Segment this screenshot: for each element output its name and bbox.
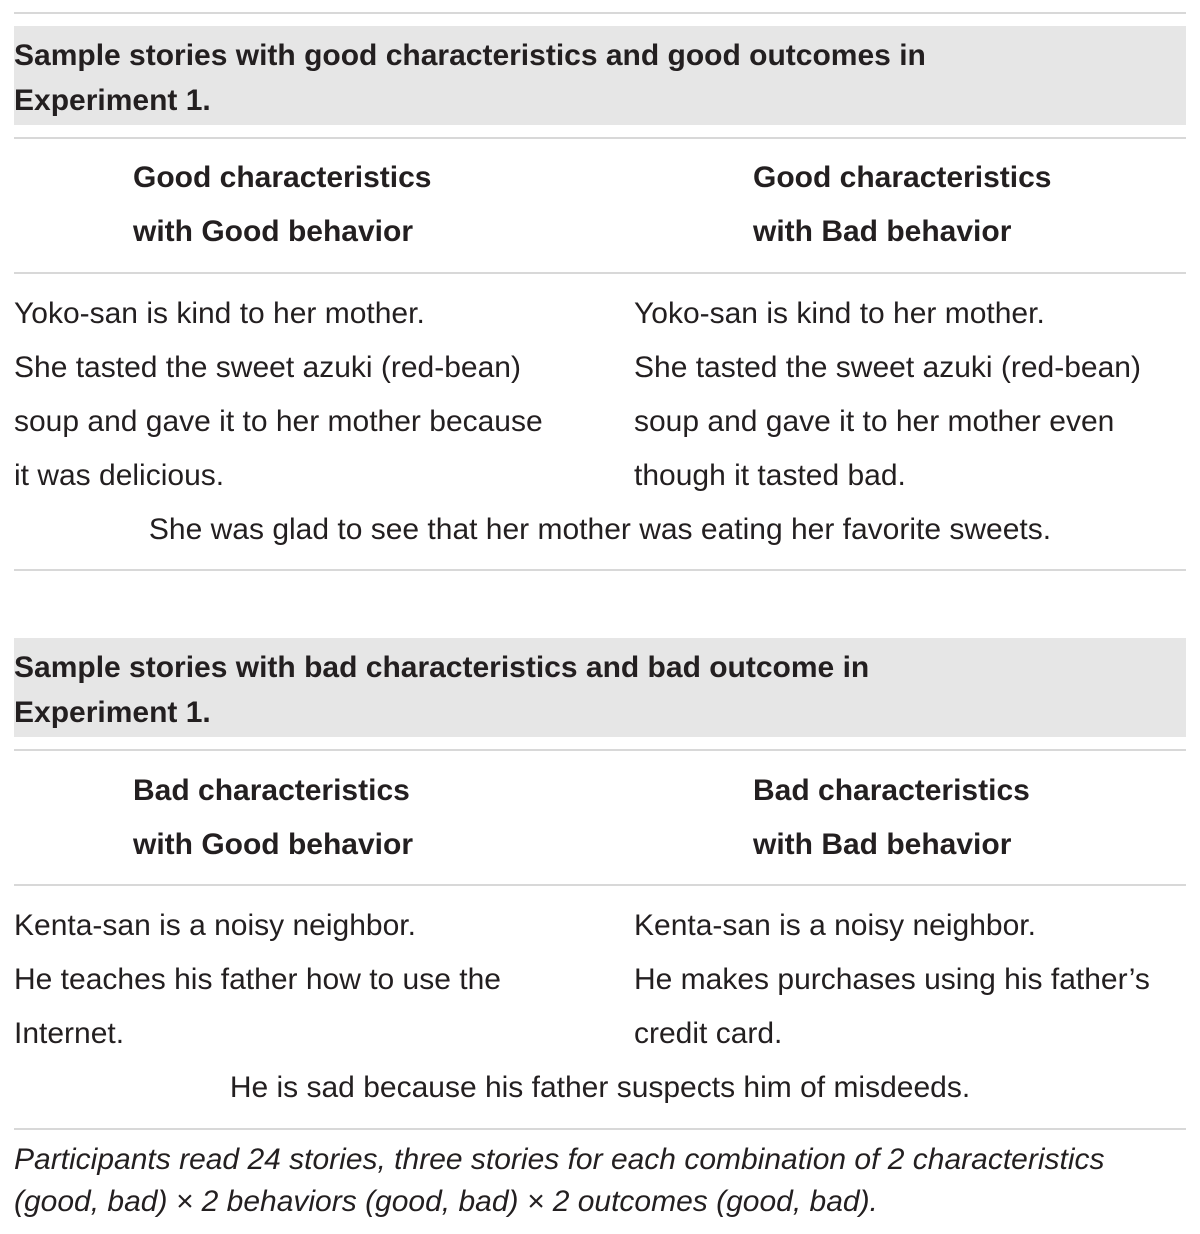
table2-title-line1: Sample stories with bad characteristics and bad outcome in xyxy=(14,651,870,684)
story-line: Yoko-san is kind to her mother. xyxy=(14,297,425,330)
table-footnote xyxy=(14,1139,1186,1223)
table2-title-band xyxy=(14,638,1186,737)
story-line: though it tasted bad. xyxy=(634,459,906,492)
table1-title-rule xyxy=(14,137,1186,139)
table2-left-header-line1: Bad characteristics xyxy=(133,774,410,807)
table1-left-story xyxy=(14,287,543,503)
story-line: She tasted the sweet azuki (red-bean) xyxy=(14,351,521,384)
story-line: Internet. xyxy=(14,1017,125,1050)
story-line: Yoko-san is kind to her mother. xyxy=(634,297,1045,330)
story-line: Kenta-san is a noisy neighbor. xyxy=(634,909,1036,942)
story-line: soup and gave it to her mother even xyxy=(634,405,1115,438)
table1-title-line2: Experiment 1. xyxy=(14,84,211,117)
table1-bottom-rule xyxy=(14,569,1186,571)
table1-left-header-line1: Good characteristics xyxy=(133,161,432,194)
table1-right-header-line1: Good characteristics xyxy=(753,161,1052,194)
table1-right-story xyxy=(634,287,1141,503)
table2-left-header xyxy=(133,764,413,872)
table2-left-header-line2: with Good behavior xyxy=(133,828,414,861)
story-line: Kenta-san is a noisy neighbor. xyxy=(14,909,416,942)
table2-header-rule xyxy=(14,884,1186,886)
story-line: it was delicious. xyxy=(14,459,225,492)
table2-right-story xyxy=(634,899,1150,1061)
table1-header-rule xyxy=(14,272,1186,274)
table1-left-header xyxy=(133,151,431,259)
table2-title-line2: Experiment 1. xyxy=(14,696,211,729)
footnote-line1: Participants read 24 stories, three stories for each combination of 2 characteristics xyxy=(14,1143,1105,1176)
table2-bottom-rule xyxy=(14,1128,1186,1130)
story-line: soup and gave it to her mother because xyxy=(14,405,543,438)
table2-right-header-line1: Bad characteristics xyxy=(753,774,1030,807)
table2-right-header xyxy=(753,764,1030,872)
table1-title-band xyxy=(14,26,1186,125)
table1-title-line1: Sample stories with good characteristics and good outcomes in xyxy=(14,39,926,72)
table1-right-header-line2: with Bad behavior xyxy=(753,215,1012,248)
table2-right-header-line2: with Bad behavior xyxy=(753,828,1012,861)
table2-title-rule xyxy=(14,749,1186,751)
story-line: He makes purchases using his father’s xyxy=(634,963,1150,996)
story-line: She tasted the sweet azuki (red-bean) xyxy=(634,351,1141,384)
footnote-line2: (good, bad) × 2 behaviors (good, bad) × 2 outcomes (good, bad). xyxy=(14,1185,878,1218)
table1-left-header-line2: with Good behavior xyxy=(133,215,414,248)
table1-top-rule xyxy=(14,12,1186,14)
story-line: He teaches his father how to use the xyxy=(14,963,501,996)
table1-outcome: She was glad to see that her mother was eating her favorite sweets. xyxy=(148,513,1052,546)
story-line: credit card. xyxy=(634,1017,783,1050)
table2-left-story xyxy=(14,899,501,1061)
table2-outcome: He is sad because his father suspects him of misdeeds. xyxy=(229,1071,971,1104)
table1-right-header xyxy=(753,151,1051,259)
